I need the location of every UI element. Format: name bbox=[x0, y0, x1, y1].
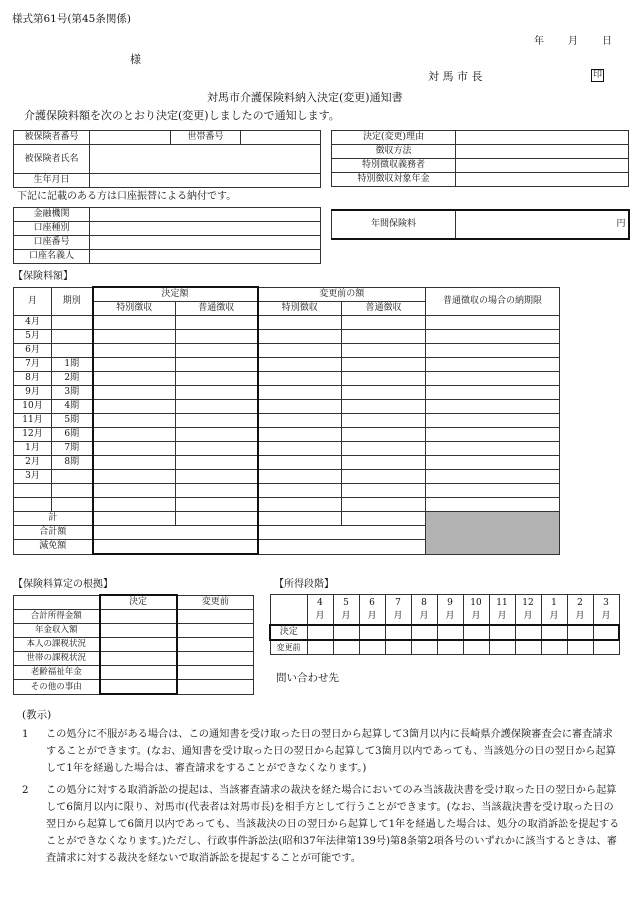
instruction-number: 2 bbox=[22, 785, 29, 796]
income-corner bbox=[270, 595, 307, 626]
income-month-number: 6 bbox=[369, 597, 375, 608]
income-month-header bbox=[567, 595, 593, 626]
premium-row bbox=[14, 484, 560, 498]
insured-table bbox=[13, 130, 321, 188]
seal-icon: 印 bbox=[592, 70, 602, 80]
premium-row bbox=[14, 498, 560, 512]
decided-normal-cell bbox=[176, 484, 258, 498]
premium-row bbox=[14, 456, 560, 470]
income-month-number: 3 bbox=[603, 597, 609, 608]
premium-month: 7月 bbox=[14, 358, 52, 372]
premium-period: 8期 bbox=[52, 456, 93, 470]
before-amount-header: 変更前の額 bbox=[258, 287, 426, 302]
premium-month bbox=[14, 484, 52, 498]
basis-before-cell bbox=[177, 666, 254, 680]
income-decided-cell bbox=[489, 625, 515, 640]
premium-row bbox=[14, 414, 560, 428]
premium-month: 1月 bbox=[14, 442, 52, 456]
total-before-special bbox=[258, 512, 342, 526]
premium-period: 4期 bbox=[52, 400, 93, 414]
before-normal-cell bbox=[342, 358, 426, 372]
basis-row-label: 合計所得金額 bbox=[14, 610, 100, 624]
instruction-item-2 bbox=[22, 782, 620, 867]
premium-row bbox=[14, 428, 560, 442]
income-before-cell bbox=[307, 640, 333, 655]
document-title: 対馬市介護保険料納入決定(変更)通知書 bbox=[207, 91, 403, 104]
before-normal-cell bbox=[342, 456, 426, 470]
instruction-item-1 bbox=[22, 726, 620, 777]
deadline-cell bbox=[426, 456, 560, 470]
income-month-unit: 月 bbox=[315, 610, 325, 621]
before-special-cell bbox=[258, 442, 342, 456]
income-month-number: 12 bbox=[522, 597, 534, 608]
income-before-cell bbox=[567, 640, 593, 655]
deadline-cell bbox=[426, 372, 560, 386]
income-before-cell bbox=[541, 640, 567, 655]
decided-special-cell bbox=[93, 316, 176, 330]
deadline-cell bbox=[426, 386, 560, 400]
premium-row bbox=[14, 344, 560, 358]
premium-row bbox=[14, 400, 560, 414]
decision-table bbox=[331, 130, 629, 187]
reduction-decided bbox=[93, 540, 258, 555]
basis-section-label: 【保険料算定の根拠】 bbox=[13, 579, 113, 590]
instruction-label: (教示) bbox=[22, 709, 52, 721]
premium-period bbox=[52, 330, 93, 344]
decided-special-header: 特別徴収 bbox=[93, 302, 176, 316]
account-type-label: 口座種別 bbox=[14, 222, 90, 236]
basis-row-label: その他の事由 bbox=[14, 680, 100, 695]
income-before-cell bbox=[359, 640, 385, 655]
deadline-cell bbox=[426, 414, 560, 428]
income-before-cell bbox=[463, 640, 489, 655]
date-year: 年 bbox=[534, 36, 544, 47]
income-decided-cell bbox=[359, 625, 385, 640]
decided-special-cell bbox=[93, 484, 176, 498]
basis-row bbox=[14, 624, 254, 638]
basis-decided-cell bbox=[100, 666, 177, 680]
premium-month: 12月 bbox=[14, 428, 52, 442]
birth-date-value bbox=[90, 174, 321, 188]
premium-row bbox=[14, 386, 560, 400]
income-before-cell bbox=[489, 640, 515, 655]
premium-period: 1期 bbox=[52, 358, 93, 372]
basis-decided-header: 決定 bbox=[100, 595, 177, 610]
bank-institution-value bbox=[90, 208, 321, 222]
income-month-header bbox=[541, 595, 567, 626]
income-month-unit: 月 bbox=[445, 610, 455, 621]
sum-decided bbox=[93, 526, 258, 540]
income-month-number: 8 bbox=[421, 597, 427, 608]
before-special-cell bbox=[258, 316, 342, 330]
premium-period bbox=[52, 470, 93, 484]
decision-reason-value bbox=[456, 131, 629, 145]
premium-row bbox=[14, 358, 560, 372]
income-before-cell bbox=[411, 640, 437, 655]
income-month-unit: 月 bbox=[575, 610, 585, 621]
bank-transfer-note: 下記に記載のある方は口座振替による納付です。 bbox=[17, 191, 237, 202]
basis-row-label: 本人の課税状況 bbox=[14, 638, 100, 652]
income-month-number: 7 bbox=[395, 597, 401, 608]
deadline-cell bbox=[426, 330, 560, 344]
income-month-header bbox=[515, 595, 541, 626]
income-table bbox=[269, 594, 620, 655]
premium-row bbox=[14, 442, 560, 456]
before-special-cell bbox=[258, 428, 342, 442]
bank-table bbox=[13, 207, 321, 264]
premium-month: 4月 bbox=[14, 316, 52, 330]
reduction-label: 減免額 bbox=[14, 540, 93, 555]
grey-block bbox=[426, 512, 560, 555]
income-month-number: 5 bbox=[343, 597, 349, 608]
inquiry-label: 問い合わせ先 bbox=[276, 672, 339, 684]
special-obligor-value bbox=[456, 159, 629, 173]
before-special-cell bbox=[258, 498, 342, 512]
basis-row bbox=[14, 666, 254, 680]
premium-period: 7期 bbox=[52, 442, 93, 456]
account-holder-label: 口座名義人 bbox=[14, 250, 90, 264]
basis-before-header: 変更前 bbox=[177, 595, 254, 610]
decided-normal-cell bbox=[176, 428, 258, 442]
premium-month: 9月 bbox=[14, 386, 52, 400]
before-normal-cell bbox=[342, 470, 426, 484]
decided-normal-cell bbox=[176, 316, 258, 330]
premium-period: 5期 bbox=[52, 414, 93, 428]
special-pension-label: 特別徴収対象年金 bbox=[332, 173, 456, 187]
basis-decided-cell bbox=[100, 680, 177, 695]
income-month-number: 4 bbox=[317, 597, 323, 608]
decided-normal-cell bbox=[176, 414, 258, 428]
income-month-number: 2 bbox=[577, 597, 583, 608]
premium-month: 5月 bbox=[14, 330, 52, 344]
before-special-header: 特別徴収 bbox=[258, 302, 342, 316]
decided-normal-cell bbox=[176, 344, 258, 358]
premium-row bbox=[14, 372, 560, 386]
premium-period: 2期 bbox=[52, 372, 93, 386]
basis-before-cell bbox=[177, 638, 254, 652]
month-header: 月 bbox=[14, 287, 52, 316]
decided-normal-cell bbox=[176, 470, 258, 484]
income-before-cell bbox=[437, 640, 463, 655]
income-month-number: 1 bbox=[551, 597, 557, 608]
basis-row bbox=[14, 680, 254, 695]
premium-month: 8月 bbox=[14, 372, 52, 386]
income-month-header bbox=[385, 595, 411, 626]
date-day: 日 bbox=[602, 36, 612, 47]
annual-premium-unit: 円 bbox=[456, 210, 629, 239]
date-month: 月 bbox=[568, 36, 578, 47]
total-decided-normal bbox=[176, 512, 258, 526]
decided-normal-cell bbox=[176, 498, 258, 512]
income-before-label: 変更前 bbox=[270, 640, 307, 655]
income-decided-cell bbox=[567, 625, 593, 640]
premium-period bbox=[52, 316, 93, 330]
basis-decided-cell bbox=[100, 624, 177, 638]
birth-date-label: 生年月日 bbox=[14, 174, 90, 188]
decided-normal-cell bbox=[176, 400, 258, 414]
decided-special-cell bbox=[93, 358, 176, 372]
basis-corner bbox=[14, 595, 100, 610]
decided-special-cell bbox=[93, 330, 176, 344]
before-special-cell bbox=[258, 344, 342, 358]
special-obligor-label: 特別徴収義務者 bbox=[332, 159, 456, 173]
form-number: 様式第61号(第45条関係) bbox=[12, 13, 131, 25]
basis-table bbox=[13, 594, 254, 695]
before-normal-cell bbox=[342, 442, 426, 456]
household-number-label: 世帯番号 bbox=[171, 131, 241, 145]
income-before-cell bbox=[333, 640, 359, 655]
income-decided-cell bbox=[541, 625, 567, 640]
before-special-cell bbox=[258, 456, 342, 470]
collection-method-label: 徴収方法 bbox=[332, 145, 456, 159]
before-normal-cell bbox=[342, 372, 426, 386]
before-normal-cell bbox=[342, 400, 426, 414]
collection-method-value bbox=[456, 145, 629, 159]
account-number-label: 口座番号 bbox=[14, 236, 90, 250]
before-special-cell bbox=[258, 400, 342, 414]
decided-special-cell bbox=[93, 428, 176, 442]
basis-before-cell bbox=[177, 624, 254, 638]
household-number-value bbox=[241, 131, 321, 145]
decided-special-cell bbox=[93, 400, 176, 414]
insured-number-label: 被保険者番号 bbox=[14, 131, 90, 145]
annual-premium-label: 年間保険料 bbox=[332, 210, 456, 239]
basis-decided-cell bbox=[100, 652, 177, 666]
decided-normal-header: 普通徴収 bbox=[176, 302, 258, 316]
decided-normal-cell bbox=[176, 358, 258, 372]
basis-row-label: 年金収入額 bbox=[14, 624, 100, 638]
instruction-number: 1 bbox=[22, 729, 29, 740]
insured-number-value bbox=[90, 131, 171, 145]
account-holder-value bbox=[90, 250, 321, 264]
decided-normal-cell bbox=[176, 386, 258, 400]
deadline-cell bbox=[426, 344, 560, 358]
deadline-cell bbox=[426, 498, 560, 512]
before-normal-cell bbox=[342, 414, 426, 428]
deadline-cell bbox=[426, 442, 560, 456]
basis-before-cell bbox=[177, 610, 254, 624]
total-before-normal bbox=[342, 512, 426, 526]
income-month-header bbox=[489, 595, 515, 626]
income-month-unit: 月 bbox=[523, 610, 533, 621]
total-label: 計 bbox=[14, 512, 93, 526]
instruction-text: この処分に対する取消訴訟の提起は、当該審査請求の裁決を経た場合においてのみ当該裁決書を受け取った日の翌日から起算して6箇月以内に限り、対馬市(代表者は対馬市長)を相手方として行うことができます。(なお、当該裁決書を受け取った日の翌日から起算して6箇月以内であっても、当該裁決の日の翌日から起算して1年を経過した場合は、処分の取消訴訟を提起することができなくなります。)ただし、行政事件訴訟法(昭和37年法律第139号)第8条第2項各号のいずれかに該当するときは、審査請求に対する裁決を経ないで取消訴訟を提起することが可能です。 bbox=[46, 785, 620, 864]
deadline-cell bbox=[426, 400, 560, 414]
intro-text: 介護保険料額を次のとおり決定(変更)しましたので通知します。 bbox=[24, 109, 340, 122]
bank-institution-label: 金融機関 bbox=[14, 208, 90, 222]
deadline-header: 普通徴収の場合の納期限 bbox=[426, 287, 560, 316]
income-decided-label: 決定 bbox=[270, 625, 307, 640]
issuer-name: 対 馬 市 長 bbox=[428, 70, 483, 83]
before-special-cell bbox=[258, 470, 342, 484]
premium-month: 10月 bbox=[14, 400, 52, 414]
before-special-cell bbox=[258, 386, 342, 400]
before-special-cell bbox=[258, 372, 342, 386]
premium-period bbox=[52, 484, 93, 498]
income-decided-cell bbox=[515, 625, 541, 640]
deadline-cell bbox=[426, 484, 560, 498]
income-month-header bbox=[411, 595, 437, 626]
sum-before bbox=[258, 526, 426, 540]
income-month-unit: 月 bbox=[471, 610, 481, 621]
deadline-cell bbox=[426, 316, 560, 330]
premium-month: 6月 bbox=[14, 344, 52, 358]
income-month-header bbox=[437, 595, 463, 626]
income-section-label: 【所得段階】 bbox=[274, 579, 334, 590]
premium-period bbox=[52, 344, 93, 358]
before-special-cell bbox=[258, 414, 342, 428]
before-special-cell bbox=[258, 484, 342, 498]
income-month-unit: 月 bbox=[601, 610, 611, 621]
income-decided-cell bbox=[307, 625, 333, 640]
basis-row bbox=[14, 638, 254, 652]
basis-decided-cell bbox=[100, 610, 177, 624]
insured-name-value bbox=[90, 145, 321, 174]
decided-special-cell bbox=[93, 414, 176, 428]
income-month-number: 10 bbox=[470, 597, 482, 608]
income-decided-cell bbox=[463, 625, 489, 640]
basis-row bbox=[14, 610, 254, 624]
income-decided-cell bbox=[333, 625, 359, 640]
before-special-cell bbox=[258, 358, 342, 372]
income-month-header bbox=[333, 595, 359, 626]
total-decided-special bbox=[93, 512, 176, 526]
before-normal-cell bbox=[342, 316, 426, 330]
income-before-cell bbox=[385, 640, 411, 655]
premium-month bbox=[14, 498, 52, 512]
decision-reason-label: 決定(変更)理由 bbox=[332, 131, 456, 145]
basis-row bbox=[14, 652, 254, 666]
income-month-unit: 月 bbox=[419, 610, 429, 621]
sum-label: 合計額 bbox=[14, 526, 93, 540]
decided-normal-cell bbox=[176, 372, 258, 386]
decided-special-cell bbox=[93, 498, 176, 512]
before-normal-cell bbox=[342, 386, 426, 400]
premium-row bbox=[14, 330, 560, 344]
income-decided-cell bbox=[411, 625, 437, 640]
period-header: 期別 bbox=[52, 287, 93, 316]
decided-normal-cell bbox=[176, 442, 258, 456]
income-decided-cell bbox=[593, 625, 619, 640]
income-month-header bbox=[359, 595, 385, 626]
premium-row bbox=[14, 316, 560, 330]
income-month-header bbox=[463, 595, 489, 626]
deadline-cell bbox=[426, 428, 560, 442]
decided-special-cell bbox=[93, 470, 176, 484]
basis-row-label: 老齢福祉年金 bbox=[14, 666, 100, 680]
seal-mark bbox=[591, 69, 604, 82]
premium-section-label: 【保険料額】 bbox=[13, 271, 73, 282]
reduction-before bbox=[258, 540, 426, 555]
basis-decided-cell bbox=[100, 638, 177, 652]
basis-before-cell bbox=[177, 680, 254, 695]
decided-special-cell bbox=[93, 456, 176, 470]
before-normal-header: 普通徴収 bbox=[342, 302, 426, 316]
premium-row bbox=[14, 470, 560, 484]
income-before-cell bbox=[593, 640, 619, 655]
before-special-cell bbox=[258, 330, 342, 344]
income-month-number: 11 bbox=[496, 597, 508, 608]
before-normal-cell bbox=[342, 498, 426, 512]
premium-period: 3期 bbox=[52, 386, 93, 400]
decided-special-cell bbox=[93, 386, 176, 400]
premium-period bbox=[52, 498, 93, 512]
decided-special-cell bbox=[93, 442, 176, 456]
income-month-unit: 月 bbox=[549, 610, 559, 621]
before-normal-cell bbox=[342, 484, 426, 498]
decided-normal-cell bbox=[176, 456, 258, 470]
insured-name-label: 被保険者氏名 bbox=[14, 145, 90, 174]
premium-month: 3月 bbox=[14, 470, 52, 484]
premium-month: 11月 bbox=[14, 414, 52, 428]
date-line bbox=[534, 37, 612, 47]
decided-normal-cell bbox=[176, 330, 258, 344]
income-month-unit: 月 bbox=[393, 610, 403, 621]
basis-before-cell bbox=[177, 652, 254, 666]
deadline-cell bbox=[426, 470, 560, 484]
decided-special-cell bbox=[93, 344, 176, 358]
account-type-value bbox=[90, 222, 321, 236]
before-normal-cell bbox=[342, 330, 426, 344]
annual-premium-table bbox=[331, 209, 630, 240]
account-number-value bbox=[90, 236, 321, 250]
basis-row-label: 世帯の課税状況 bbox=[14, 652, 100, 666]
premium-period: 6期 bbox=[52, 428, 93, 442]
income-month-number: 9 bbox=[447, 597, 453, 608]
recipient-suffix: 様 bbox=[130, 53, 141, 66]
income-decided-cell bbox=[437, 625, 463, 640]
special-pension-value bbox=[456, 173, 629, 187]
decided-amount-header: 決定額 bbox=[93, 287, 258, 302]
income-month-unit: 月 bbox=[367, 610, 377, 621]
income-month-unit: 月 bbox=[497, 610, 507, 621]
income-decided-cell bbox=[385, 625, 411, 640]
income-month-header bbox=[307, 595, 333, 626]
decided-special-cell bbox=[93, 372, 176, 386]
income-before-cell bbox=[515, 640, 541, 655]
before-normal-cell bbox=[342, 344, 426, 358]
income-month-unit: 月 bbox=[341, 610, 351, 621]
income-month-header bbox=[593, 595, 619, 626]
before-normal-cell bbox=[342, 428, 426, 442]
instruction-text: この処分に不服がある場合は、この通知書を受け取った日の翌日から起算して3箇月以内に長崎県介護保険審査会に審査請求することができます。(なお、通知書を受け取った日の翌日から起算して3箇月以内であっても、当該処分の日の翌日から起算して1年を経過した場合は、審査請求をすることができなくなります。) bbox=[46, 729, 616, 774]
deadline-cell bbox=[426, 358, 560, 372]
premium-table bbox=[13, 286, 560, 555]
premium-month: 2月 bbox=[14, 456, 52, 470]
